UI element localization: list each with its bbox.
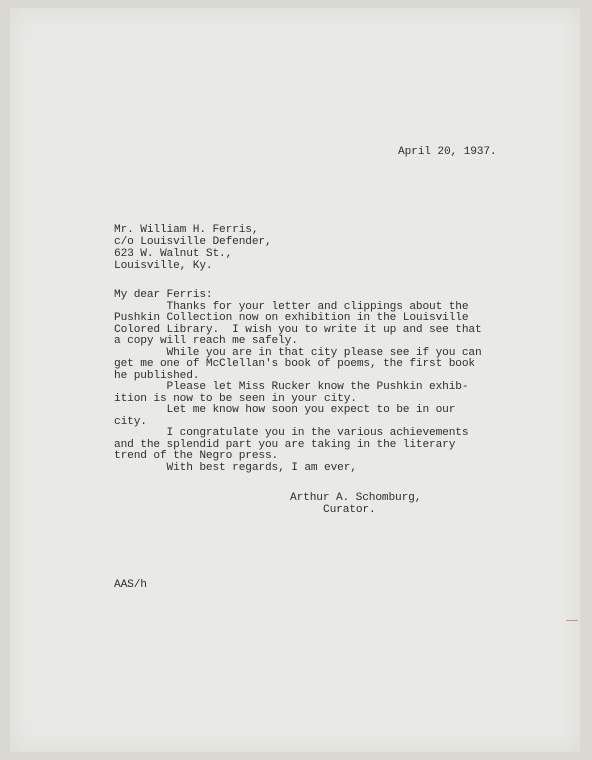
letter-date: April 20, 1937. xyxy=(398,146,497,158)
edge-mark xyxy=(566,620,578,621)
body-line: Colored Library. I wish you to write it up and see that xyxy=(114,324,482,336)
body-line: city. xyxy=(114,416,147,428)
signature-title: Curator. xyxy=(323,504,376,516)
address-line: c/o Louisville Defender, xyxy=(114,236,272,248)
typist-initials: AAS/h xyxy=(114,579,147,591)
body-line: trend of the Negro press. xyxy=(114,450,279,462)
body-line: Thanks for your letter and clippings about the xyxy=(114,301,469,313)
address-line: Mr. William H. Ferris, xyxy=(114,224,259,236)
body-line: Let me know how soon you expect to be in our xyxy=(114,404,456,416)
body-line: get me one of McClellan's book of poems, the first book xyxy=(114,358,475,370)
body-line: I congratulate you in the various achievements xyxy=(114,427,469,439)
body-line: Pushkin Collection now on exhibition in the Louisville xyxy=(114,312,469,324)
body-line: Please let Miss Rucker know the Pushkin exhib- xyxy=(114,381,469,393)
body-line: With best regards, I am ever, xyxy=(114,462,357,474)
salutation: My dear Ferris: xyxy=(114,289,213,301)
body-line: ition is now to be seen in your city. xyxy=(114,393,357,405)
letter-page xyxy=(10,8,580,752)
body-line: he published. xyxy=(114,370,200,382)
body-line: a copy will reach me safely. xyxy=(114,335,298,347)
address-line: Louisville, Ky. xyxy=(114,260,213,272)
body-line: While you are in that city please see if you can xyxy=(114,347,482,359)
signature-name: Arthur A. Schomburg, xyxy=(290,492,422,504)
address-line: 623 W. Walnut St., xyxy=(114,248,233,260)
body-line: and the splendid part you are taking in the literary xyxy=(114,439,456,451)
